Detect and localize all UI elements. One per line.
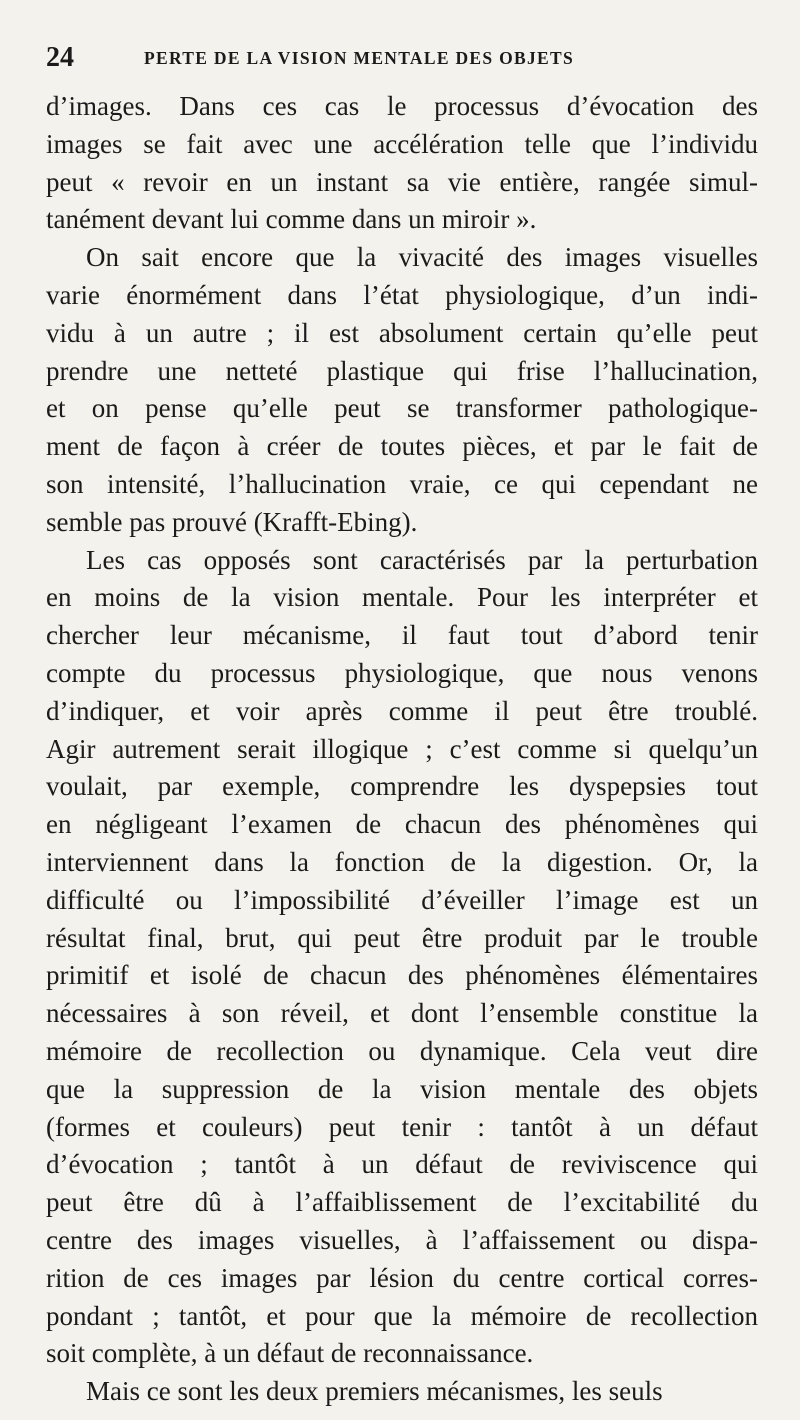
text-line: pondant ; tantôt, et pour que la mémoire de recollection [46, 1300, 758, 1331]
running-head [46, 42, 756, 82]
text-line: images se fait avec une accélération telle que l’individu [46, 128, 758, 159]
paragraph-end-line: semble pas prouvé (Krafft-Ebing). [46, 506, 418, 537]
text-line: en négligeant l’examen de chacun des phénomènes qui [46, 809, 758, 840]
text-line: difficulté ou l’impossibilité d’éveiller l’image est un [46, 884, 758, 915]
text-line: compte du processus physiologique, que nous venons [46, 657, 758, 688]
text-body [46, 88, 758, 1411]
text-line: primitif et isolé de chacun des phénomènes élémentaires [46, 960, 758, 991]
text-line: rition de ces images par lésion du centre cortical corres- [46, 1262, 758, 1293]
paragraph-first-line: Mais ce sont les deux premiers mécanismes, les seuls [86, 1376, 663, 1407]
text-line: mémoire de recollection ou dynamique. Cela veut dire [46, 1035, 758, 1066]
text-line: résultat final, brut, qui peut être produit par le trouble [46, 922, 758, 953]
text-line: centre des images visuelles, à l’affaissement ou dispa- [46, 1224, 758, 1255]
text-line: en moins de la vision mentale. Pour les interpréter et [46, 582, 758, 613]
text-line: d’indiquer, et voir après comme il peut être troublé. [46, 695, 758, 726]
paragraph-end-line: soit complète, à un défaut de reconnaissance. [46, 1338, 534, 1369]
paragraph-end-line: tanément devant lui comme dans un miroir ». [46, 204, 537, 235]
text-line: d’évocation ; tantôt à un défaut de reviviscence qui [46, 1149, 758, 1180]
text-line: que la suppression de la vision mentale des objets [46, 1073, 758, 1104]
text-line: peut « revoir en un instant sa vie entière, rangée simul- [46, 166, 758, 197]
text-line: varie énormément dans l’état physiologique, d’un indi- [46, 279, 758, 310]
text-line: chercher leur mécanisme, il faut tout d’abord tenir [46, 620, 758, 651]
text-line: (formes et couleurs) peut tenir : tantôt à un défaut [46, 1111, 758, 1142]
text-line: Agir autrement serait illogique ; c’est comme si quelqu’un [46, 733, 758, 764]
text-line: nécessaires à son réveil, et dont l’ensemble constitue la [46, 998, 758, 1029]
text-line: ment de façon à créer de toutes pièces, et par le fait de [46, 431, 758, 462]
paragraph-first-line: Les cas opposés sont caractérisés par la perturbation [86, 544, 758, 575]
text-line: interviennent dans la fonction de la digestion. Or, la [46, 846, 758, 877]
text-line: vidu à un autre ; il est absolument certain qu’elle peut [46, 317, 758, 348]
text-line: prendre une netteté plastique qui frise l’hallucination, [46, 355, 758, 386]
page-number: 24 [46, 42, 74, 73]
text-line: peut être dû à l’affaiblissement de l’excitabilité du [46, 1187, 758, 1218]
text-line: et on pense qu’elle peut se transformer pathologique- [46, 393, 758, 424]
text-line: voulait, par exemple, comprendre les dyspepsies tout [46, 771, 758, 802]
paragraph-first-line: On sait encore que la vivacité des images visuelles [86, 242, 758, 273]
running-title: PERTE DE LA VISION MENTALE DES OBJETS [144, 48, 574, 68]
text-line: d’images. Dans ces cas le processus d’évocation des [46, 91, 758, 121]
text-line: son intensité, l’hallucination vraie, ce qui cependant ne [46, 468, 758, 499]
